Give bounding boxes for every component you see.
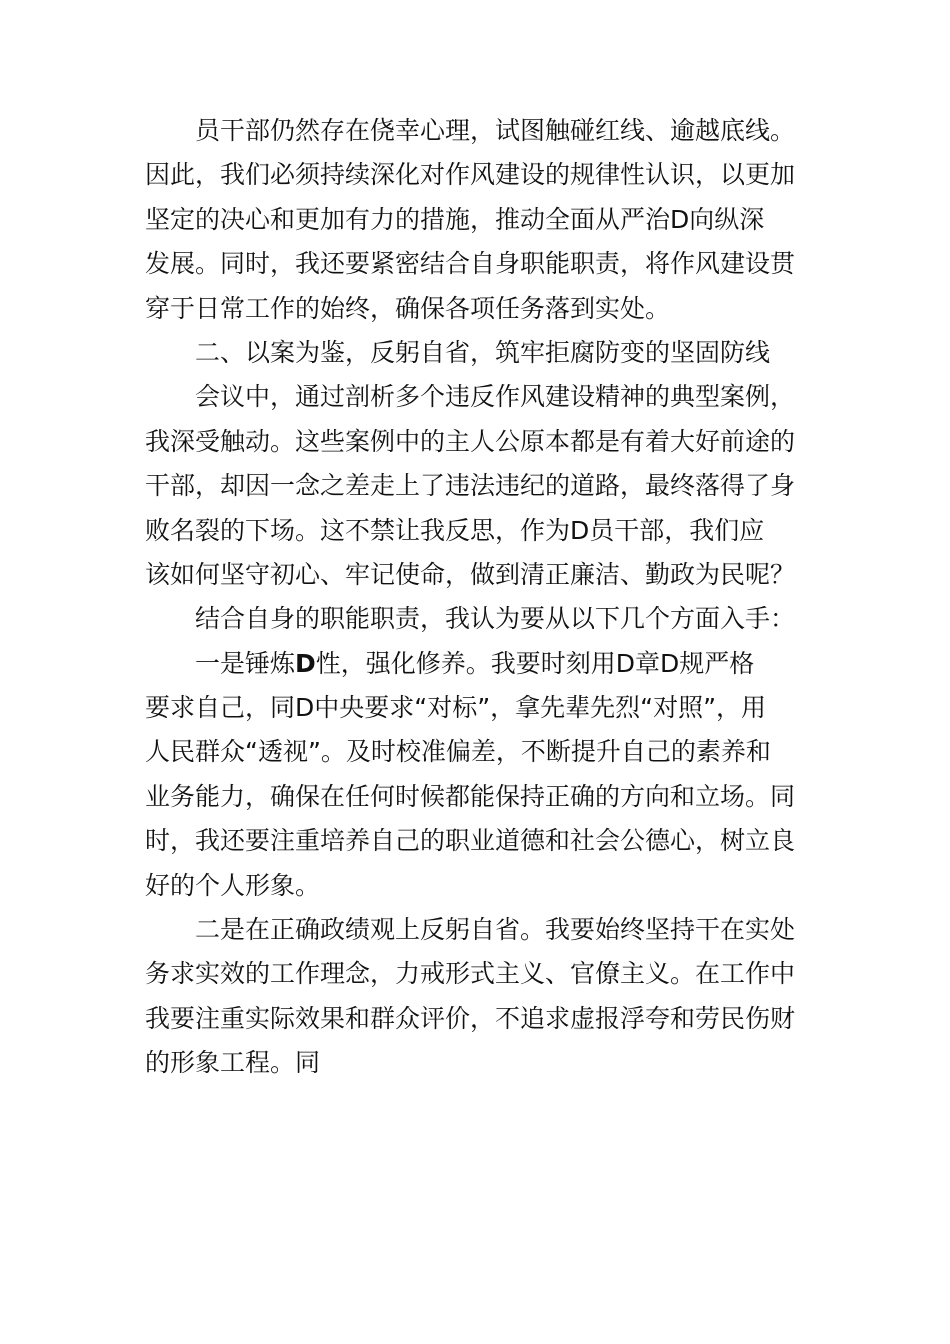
- text-line: 员干部仍然存在侥幸心理，试图触碰红线、逾越底线。: [195, 116, 796, 145]
- text-line: 时，我还要注重培养自己的职业道德和社会公德心，树立良: [145, 826, 796, 856]
- text-line: 会议中，通过剖析多个违反作风建设精神的典型案例，: [195, 382, 796, 412]
- text-line: 务求实效的工作理念，力戒形式主义、官僚主义。在工作中: [145, 959, 796, 989]
- text-line: 败名裂的下场。这不禁让我反思，作为D员干部，我们应: [145, 515, 765, 545]
- text-line: 发展。同时，我还要紧密结合自身职能职责，将作风建设贯: [145, 249, 796, 279]
- text-line: 要求自己，同D中央要求“对标”，拿先辈先烈“对照”，用: [145, 693, 767, 723]
- text-line: 结合自身的职能职责，我认为要从以下几个方面入手：: [195, 604, 796, 634]
- text-line: [145, 642, 810, 686]
- section-heading: 二、以案为鉴，反躬自省，筑牢拒腐防变的坚固防线: [195, 337, 771, 367]
- document-body: [145, 109, 810, 1086]
- text-segment: 性，强化修养。我要时刻用D章D规严格: [315, 648, 755, 678]
- text-line: 因此，我们必须持续深化对作风建设的规律性认识，以更加: [145, 160, 796, 190]
- text-line: 好的个人形象。: [145, 870, 321, 900]
- text-line: 穿于日常工作的始终，确保各项任务落到实处。: [145, 293, 671, 323]
- text-line: 该如何坚守初心、牢记使命，做到清正廉洁、勤政为民呢？: [145, 559, 796, 589]
- bold-text-segment: D: [295, 648, 316, 678]
- text-line: 的形象工程。同: [145, 1048, 321, 1078]
- text-line: 二是在正确政绩观上反躬自省。我要始终坚持干在实处: [195, 915, 796, 945]
- text-line: 业务能力，确保在任何时候都能保持正确的方向和立场。同: [145, 781, 796, 811]
- text-line: 人民群众“透视”。及时校准偏差，不断提升自己的素养和: [145, 737, 771, 767]
- text-line: 坚定的决心和更加有力的措施，推动全面从严治D向纵深: [145, 204, 765, 234]
- text-segment: 一是锤炼: [195, 648, 296, 678]
- text-line: 我深受触动。这些案例中的主人公原本都是有着大好前途的: [145, 426, 796, 456]
- text-line: 我要注重实际效果和群众评价，不追求虚报浮夸和劳民伤财: [145, 1003, 796, 1033]
- text-line: 干部，却因一念之差走上了违法违纪的道路，最终落得了身: [145, 471, 796, 501]
